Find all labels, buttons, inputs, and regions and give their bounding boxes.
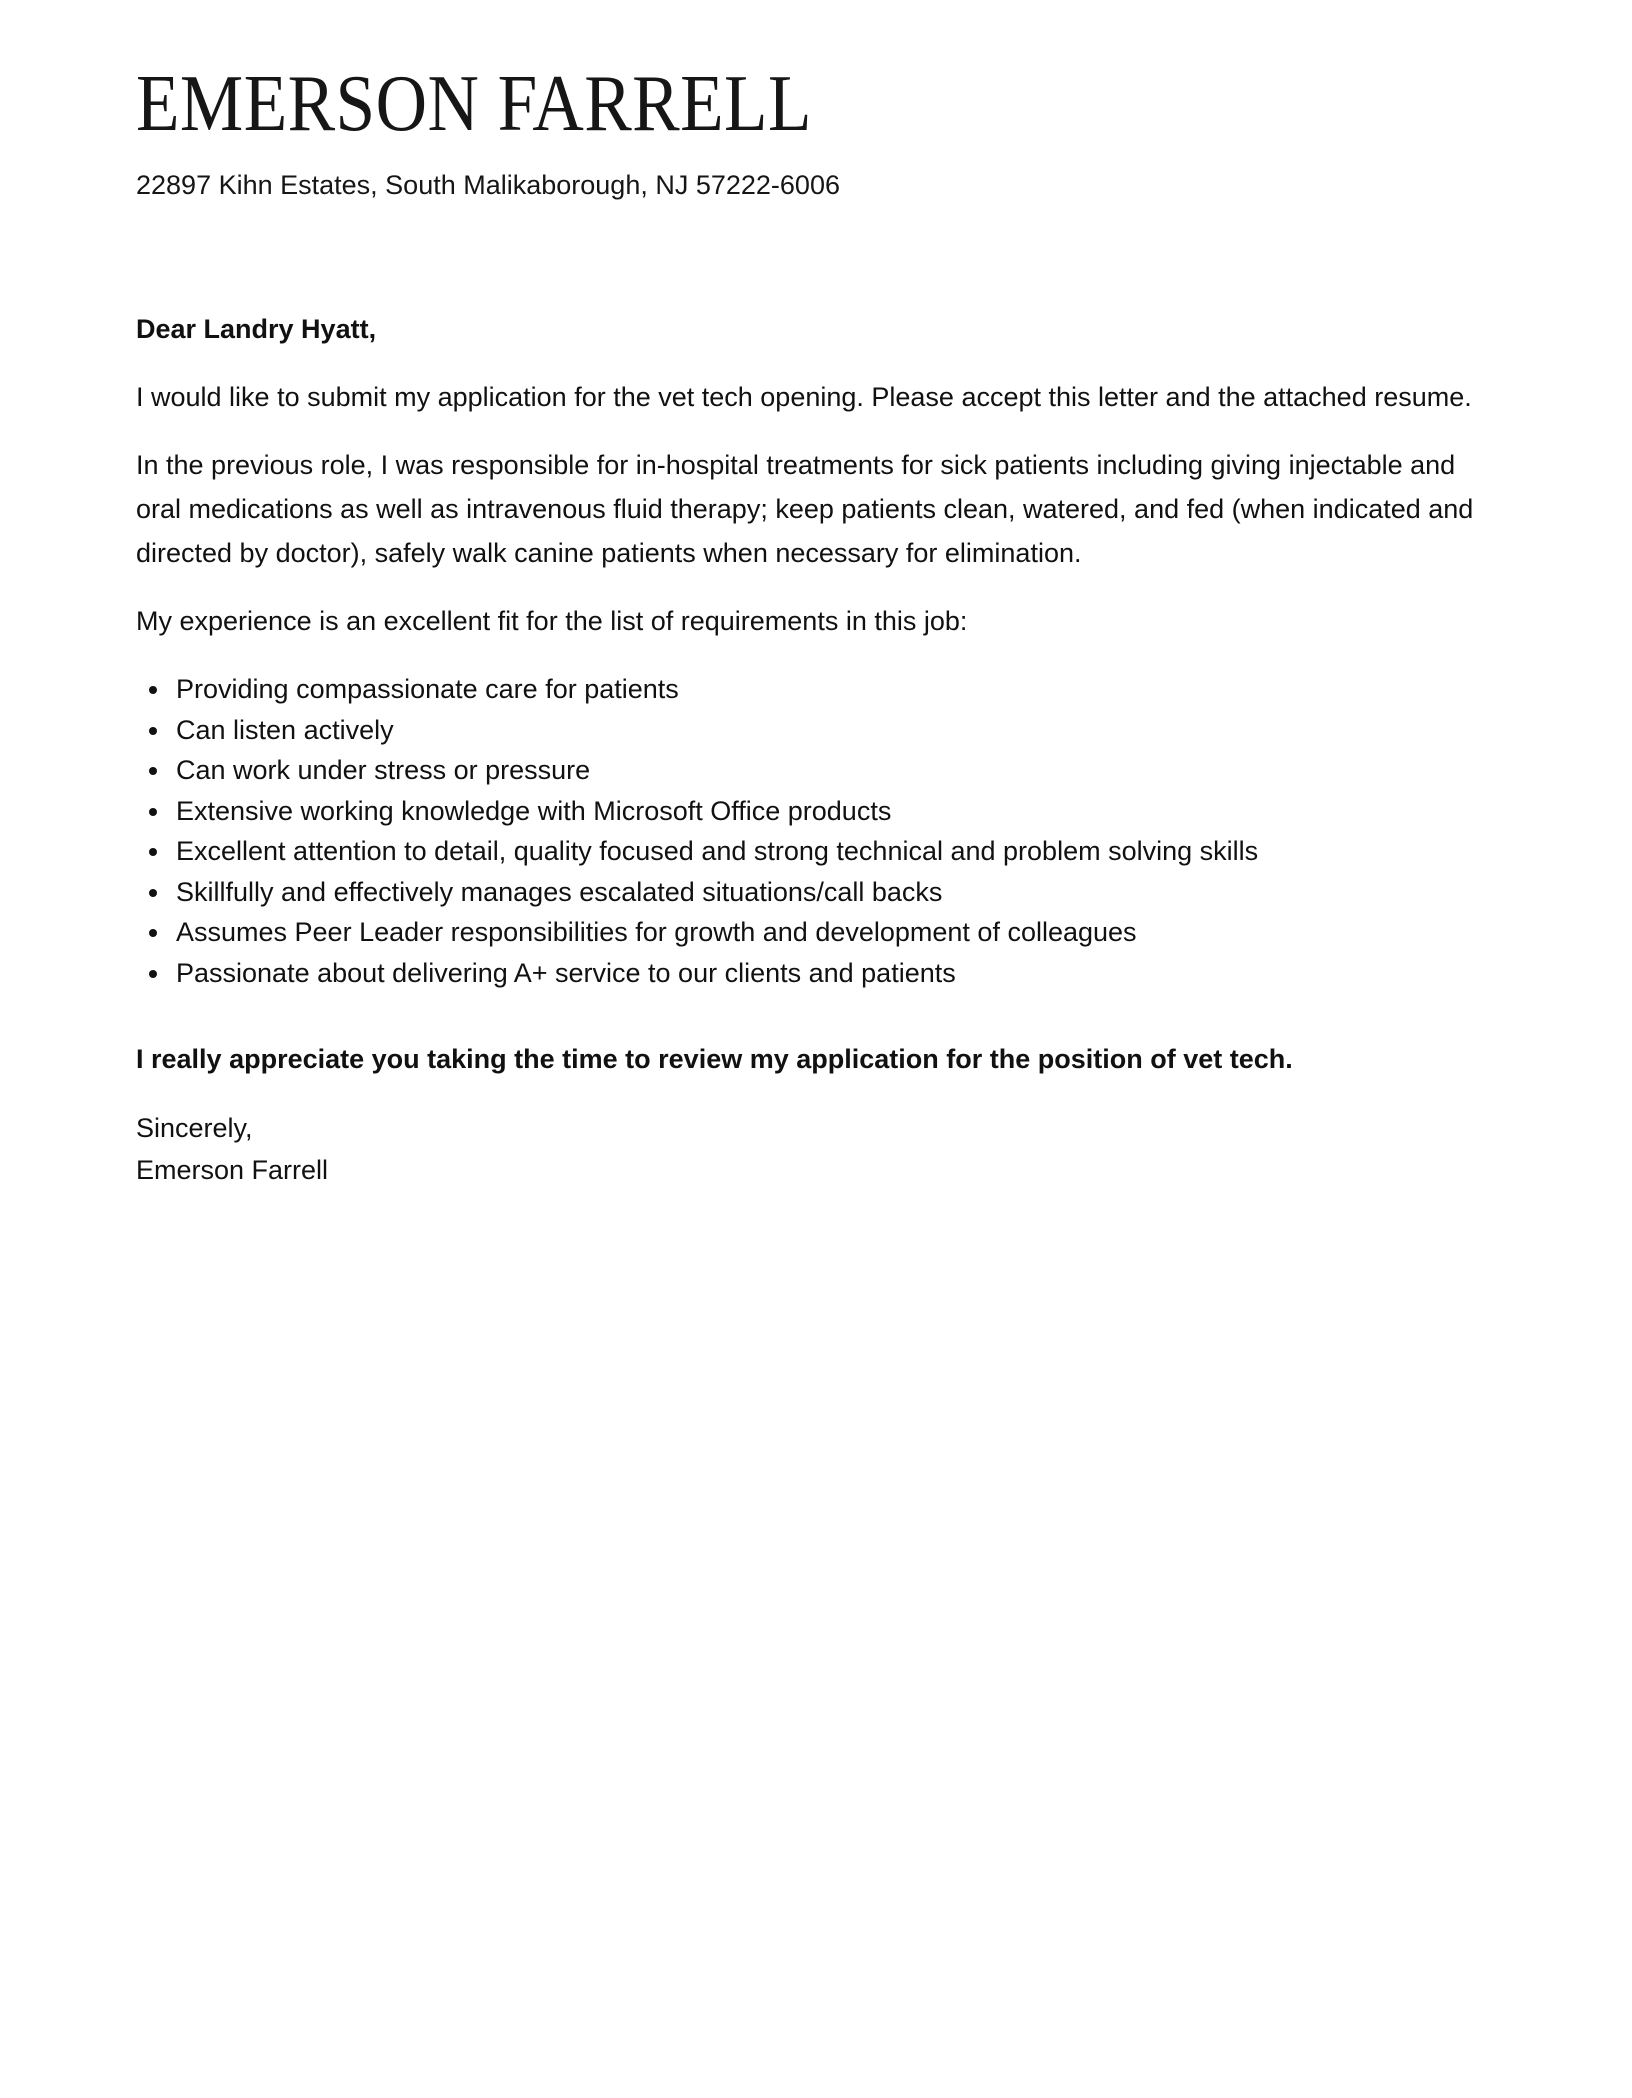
list-item: • Providing compassionate care for patients [172, 669, 1496, 710]
requirements-intro: My experience is an excellent fit for the list of requirements in this job: [136, 606, 968, 637]
sender-address: 22897 Kihn Estates, South Malikaborough, NJ 57222-6006 [136, 170, 840, 200]
greeting: Dear Landry Hyatt, [136, 314, 377, 345]
intro-paragraph: I would like to submit my application for the vet tech opening. Please accept this letter and the attached resume. [136, 382, 1472, 413]
requirements-list [136, 669, 1496, 993]
signoff-block [136, 1107, 1496, 1191]
list-item: • Can listen actively [172, 710, 1496, 751]
appreciation-line: I really appreciate you taking the time to review my application for the position of vet tech. [136, 1044, 1293, 1075]
sender-name: EMERSON FARRELL [136, 60, 812, 148]
letter-header [136, 58, 1496, 203]
list-item: • Extensive working knowledge with Microsoft Office products [172, 791, 1496, 832]
experience-paragraph: In the previous role, I was responsible for in-hospital treatments for sick patients including giving injectable and oral medications as well as intravenous fluid therapy; keep patients clean, watered, and fed (when indicated and directed by doctor), safely walk canine patients when necessary for elimination. [136, 450, 1474, 569]
list-item: • Excellent attention to detail, quality focused and strong technical and problem solving skills [172, 831, 1496, 872]
list-item: • Skillfully and effectively manages escalated situations/call backs [172, 872, 1496, 913]
letter-body [136, 307, 1496, 1191]
list-item: • Passionate about delivering A+ service to our clients and patients [172, 953, 1496, 994]
list-item: • Assumes Peer Leader responsibilities for growth and development of colleagues [172, 912, 1496, 953]
closing-salutation: Sincerely, [136, 1113, 253, 1144]
signature-name: Emerson Farrell [136, 1155, 329, 1186]
list-item: • Can work under stress or pressure [172, 750, 1496, 791]
